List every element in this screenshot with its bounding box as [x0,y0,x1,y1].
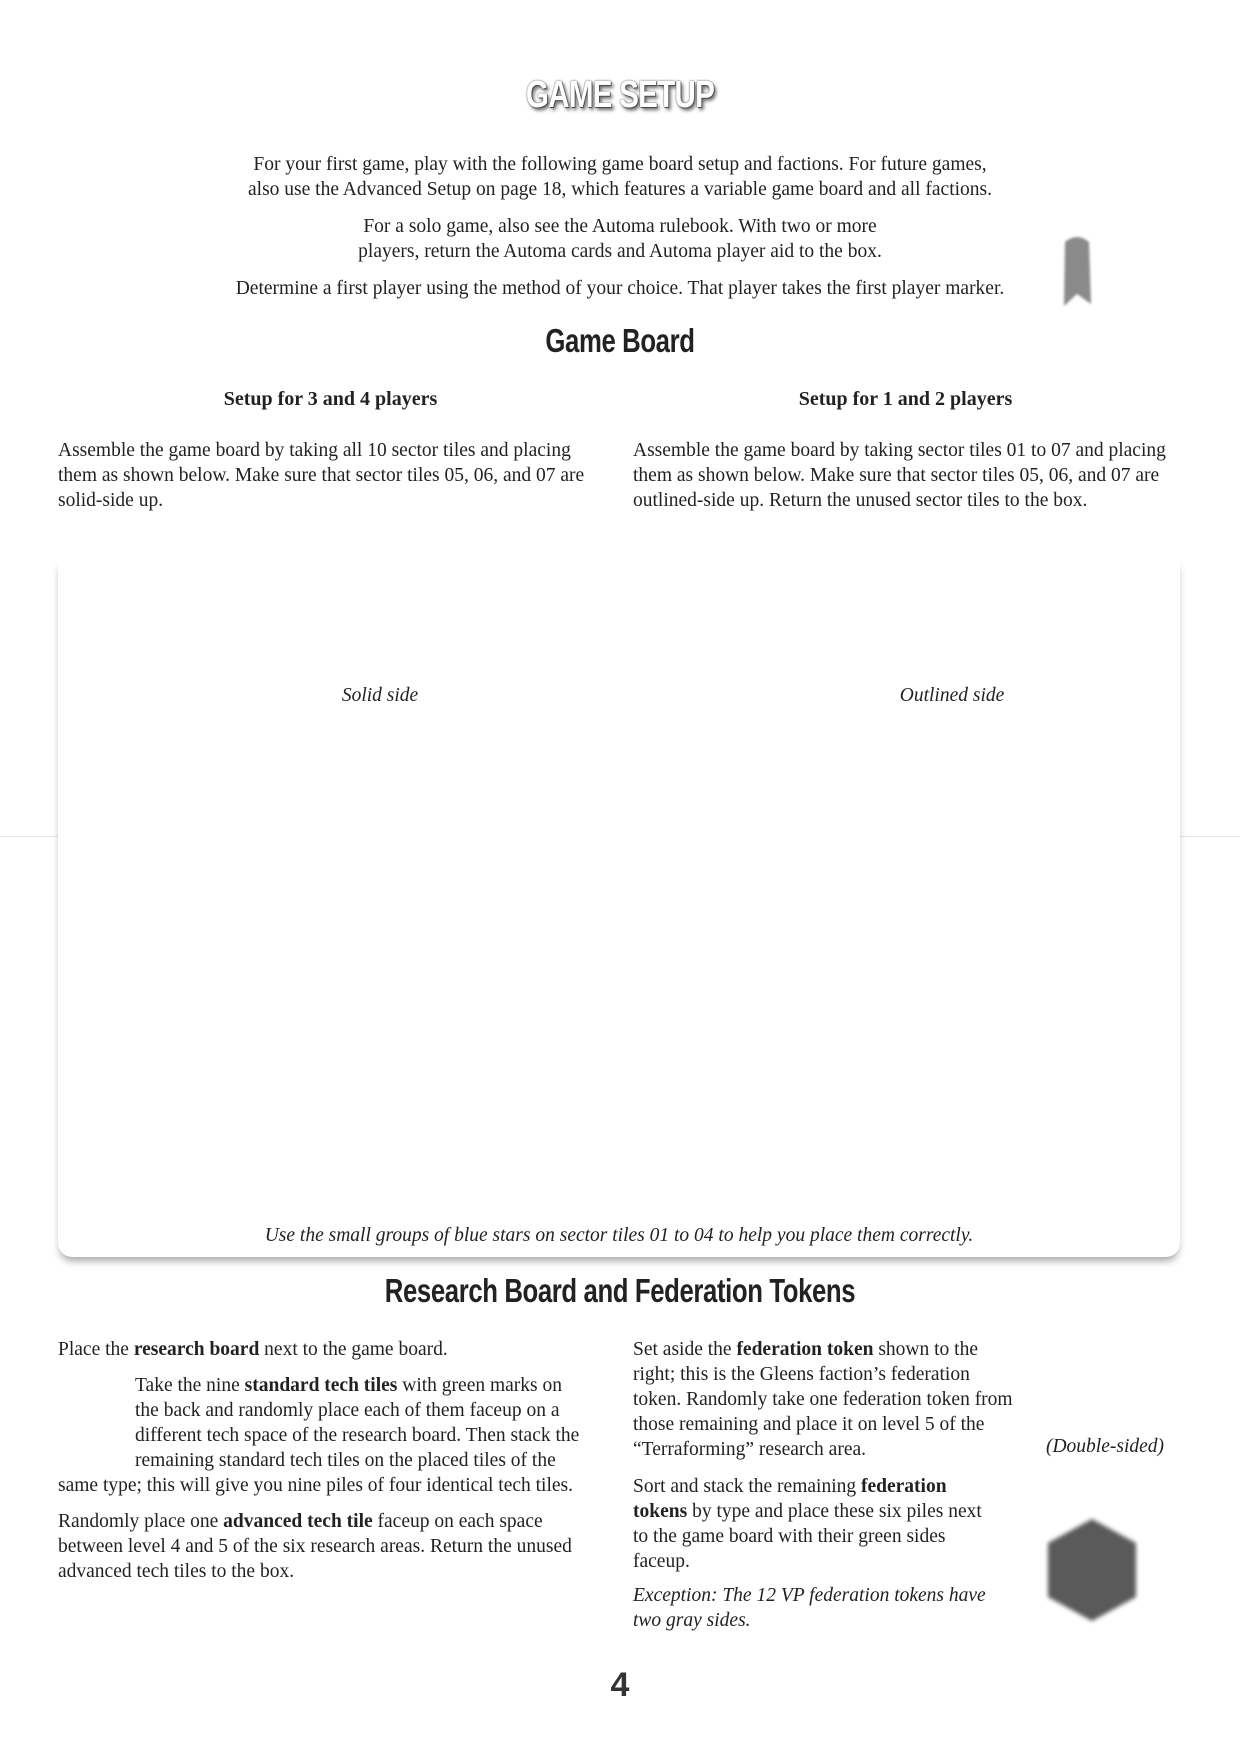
text-run: by type and place these six piles next to the game board with their green sides faceup. [633,1501,982,1572]
setup-3-4-text: Assemble the game board by taking all 10 sector tiles and placing them as shown below. Make sure that sector tiles 05, 06, and 07 are solid-side up. [58,440,585,511]
research-board-term: research board [133,1339,260,1360]
text-run: remaining standard tech tiles on the placed tiles of the [135,1450,556,1471]
federation-token-term: federation token [736,1339,874,1360]
text-run: Take the nine [135,1375,245,1396]
research-heading: Research Board and Federation Tokens [384,1272,856,1309]
game-board-illustration-panel [58,560,1180,1257]
intro-paragraph-3: Determine a first player using the method of your choice. That player takes the first player marker. [235,278,1005,299]
bookmark-marker-icon [1060,234,1094,308]
intro-p1-line2: also use the Advanced Setup on page 18, which features a variable game board and all factions. [248,179,992,200]
research-left-paragraph-2 [58,1373,603,1498]
text-run: with green marks on [397,1375,563,1396]
intro-p1-line1: For your first game, play with the following game board setup and factions. For future games, [253,154,987,175]
solid-side-label: Solid side [341,685,419,706]
outlined-side-label: Outlined side [899,685,1005,706]
setup-3-4-subheading: Setup for 3 and 4 players [223,388,438,410]
federation-tokens-term: federation tokens [633,1476,947,1522]
intro-p2-line2: players, return the Automa cards and Automa player aid to the box. [358,241,882,262]
intro-paragraph-1 [150,152,1090,202]
text-run: Randomly place one [58,1511,224,1532]
setup-1-2-subheading: Setup for 1 and 2 players [798,388,1013,410]
text-run: different tech space of the research board. Then stack the [135,1425,580,1446]
intro-paragraph-2 [150,214,1090,264]
setup-1-2-text: Assemble the game board by taking sector tiles 01 to 07 and placing them as shown below. Make sure that sector tiles 05, 06, and 07 are outlined-side up. Return the unused sector tiles to the box. [633,440,1166,511]
advanced-tech-tile-term: advanced tech tile [223,1511,373,1532]
text-run: Place the [58,1339,134,1360]
federation-token-icon [1044,1515,1140,1625]
research-left-paragraph-1 [58,1337,603,1362]
research-right-paragraph-2 [633,1474,993,1574]
text-run: next to the game board. [259,1339,448,1360]
text-run: the back and randomly place each of them faceup on a [135,1400,560,1421]
research-right-exception: Exception: The 12 VP federation tokens have two gray sides. [633,1585,986,1631]
research-left-paragraph-3 [58,1509,603,1584]
standard-tech-tiles-term: standard tech tiles [244,1375,398,1396]
research-right-paragraph-1 [633,1337,1018,1462]
intro-p2-line1: For a solo game, also see the Automa rulebook. With two or more [363,216,877,237]
text-run: same type; this will give you nine piles of four identical tech tiles. [58,1475,574,1496]
page-number: 4 [610,1666,630,1704]
text-run: Sort and stack the remaining [633,1476,861,1497]
text-run: shown to the right; this is the Gleens faction’s federation token. Randomly take one federation token from those remaining and place it on level 5 of the “Terraforming” research area. [633,1339,1013,1460]
star-placement-note: Use the small groups of blue stars on sector tiles 01 to 04 to help you place them correctly. [264,1225,974,1246]
text-run: faceup on each space between level 4 and 5 of the six research areas. Return the unused advanced tech tiles to the box. [58,1511,572,1582]
game-board-heading: Game Board [545,322,695,359]
page-title: GAME SETUP [525,74,715,116]
text-run: Set aside the [633,1339,737,1360]
double-sided-label: (Double-sided) [1045,1436,1165,1457]
